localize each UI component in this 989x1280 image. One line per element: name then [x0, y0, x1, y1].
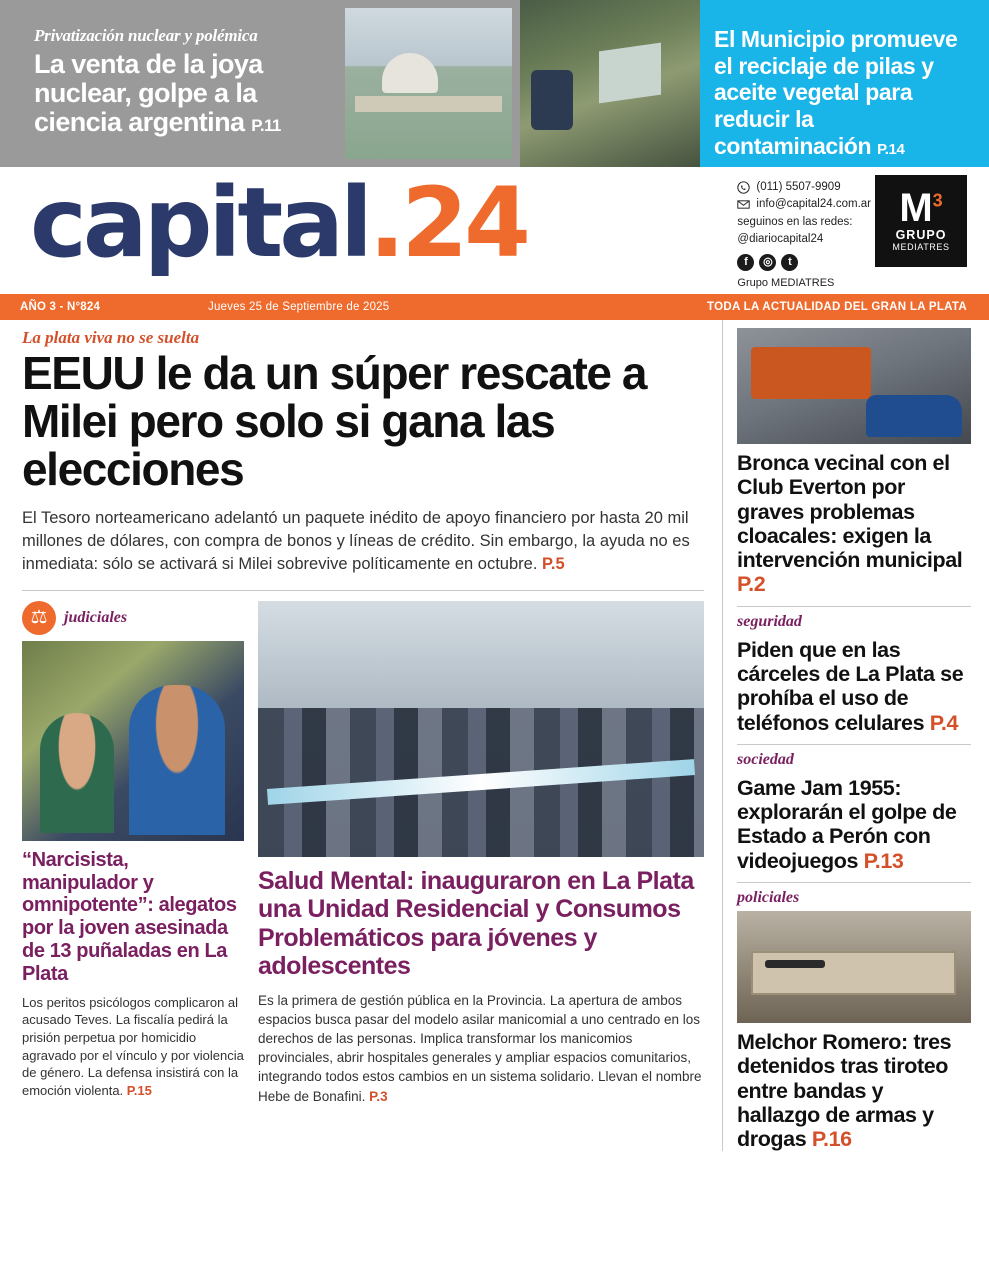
sociedad-headline-text: Game Jam 1955: explorarán el golpe de Estado a Perón con videojuegos — [737, 775, 957, 873]
right-column — [722, 320, 989, 1151]
m3-letter-row — [899, 186, 943, 230]
logo[interactable] — [30, 167, 527, 279]
judiciales-page: P.15 — [126, 1082, 152, 1098]
salud-mental-page: P.3 — [369, 1088, 388, 1104]
left-column — [0, 320, 722, 1151]
sociedad-headline — [737, 776, 971, 873]
judiciales-headline: “Narcisista, manipulador y omnipotente”: alegatos por la joven asesinada de 13 puñaladas en La Plata — [22, 848, 237, 985]
m3-letter: M — [899, 186, 933, 230]
masthead — [0, 167, 989, 294]
issue-number: AÑO 3 - N°824 — [20, 301, 101, 313]
right-story-policiales[interactable] — [737, 889, 971, 1151]
m3-mediatres-label: MEDIATRES — [892, 242, 950, 252]
tagline: TODA LA ACTUALIDAD DEL GRAN LA PLATA — [707, 301, 967, 313]
seguridad-page: P.4 — [929, 710, 959, 735]
follow-line: seguinos en las redes: — [737, 215, 853, 228]
policiales-kicker: policiales — [737, 888, 800, 906]
top-story-reciclaje-page: P.14 — [877, 140, 905, 158]
top-story-reciclaje-headline-text: El Municipio promueve el reciclaje de pilas y aceite vegetal para reducir la contaminación — [714, 26, 958, 159]
salud-mental-body-text: Es la primera de gestión pública en la Provincia. La apertura de ambos espacios busca pasar del modelo asilar manicomial a uno centrado en los derechos de las personas. Implica transformar los manicomios provinciales, abrir hospitales generales y ampliar espacios comunitarios, integrando todos estos cambios en un sistema solidario. Llevan el nombre Hebe de Bonafini. — [258, 992, 702, 1104]
phone-row — [737, 179, 871, 196]
sociedad-page: P.13 — [863, 848, 904, 873]
seguridad-kicker: seguridad — [737, 612, 802, 630]
scales-of-justice-icon: ⚖ — [22, 601, 56, 635]
salud-mental-body — [258, 991, 704, 1106]
judiciales-header — [22, 601, 244, 635]
group-name: Grupo MEDIATRES — [737, 277, 835, 289]
policiales-page: P.16 — [811, 1127, 852, 1152]
email-text: info@capital24.com.ar — [756, 198, 871, 211]
top-story-nuclear-kicker: Privatización nuclear y polémica — [34, 26, 258, 45]
mediatres-logo — [875, 175, 967, 267]
lower-left-grid — [22, 601, 704, 1106]
sociedad-kicker: sociedad — [737, 750, 794, 768]
info-bar — [0, 294, 989, 320]
issue-date: Jueves 25 de Septiembre de 2025 — [208, 301, 390, 313]
judiciales-body — [22, 994, 244, 1100]
photo-background — [258, 601, 704, 719]
phone-text: (011) 5507-9909 — [756, 181, 841, 193]
facebook-icon[interactable]: f — [737, 254, 754, 271]
right-story-seguridad[interactable] — [737, 613, 971, 735]
lead-body-text: El Tesoro norteamericano adelantó un paquete inédito de apoyo financiero por hasta 20 mil millones de dólares, con compra de bonos y líneas de crédito. Sin embargo, la ayuda no es inmediata: sólo se activará si Milei sobrevive políticamente en octubre. — [22, 509, 690, 574]
everton-headline — [737, 451, 971, 597]
judiciales-story[interactable] — [22, 601, 244, 1106]
right-story-everton[interactable] — [737, 328, 971, 597]
top-story-nuclear-text — [0, 0, 345, 167]
lead-page: P.5 — [542, 555, 565, 574]
seguridad-headline-text: Piden que en las cárceles de La Plata se prohíba el uso de teléfonos celulares — [737, 637, 964, 735]
lead-body — [22, 507, 704, 575]
divider — [22, 590, 704, 591]
policiales-headline — [737, 1030, 971, 1151]
m3-grupo-label: GRUPO — [895, 228, 947, 242]
judiciales-body-text: Los peritos psicólogos complicaron al acusado Teves. La fiscalía pedirá la prisión perpetua por homicidio agravado por el vínculo y por violencia de género. La defensa insistirá con la emoción violenta. — [22, 994, 244, 1098]
salud-mental-photo — [258, 601, 704, 857]
envelope-icon — [737, 198, 750, 211]
top-story-nuclear-page: P.11 — [251, 116, 281, 136]
divider-right-3 — [737, 882, 971, 883]
handle-text: @diariocapital24 — [737, 232, 824, 245]
top-story-nuclear-headline — [34, 50, 335, 137]
main-content — [0, 320, 989, 1151]
lead-headline[interactable]: EEUU le da un súper rescate a Milei pero solo si gana las elecciones — [22, 347, 647, 495]
top-story-nuclear[interactable] — [0, 0, 520, 167]
top-story-nuclear-photo — [345, 8, 512, 159]
judiciales-section-label: judiciales — [64, 608, 128, 626]
top-banner-strip — [0, 0, 989, 167]
seguridad-headline — [737, 638, 971, 735]
top-story-reciclaje-photo — [520, 0, 700, 167]
email-row — [737, 196, 871, 213]
salud-mental-headline: Salud Mental: inauguraron en La Plata una Unidad Residencial y Consumos Problemáticos para jóvenes y adolescentes — [258, 866, 694, 981]
logo-word: capital — [30, 167, 369, 279]
top-story-reciclaje[interactable] — [520, 0, 989, 167]
policiales-headline-text: Melchor Romero: tres detenidos tras tiroteo entre bandas y hallazgo de armas y drogas — [737, 1029, 952, 1152]
whatsapp-icon — [737, 181, 750, 194]
everton-photo — [737, 328, 971, 444]
logo-dot: . — [368, 167, 402, 279]
everton-page: P.2 — [737, 572, 766, 597]
top-story-reciclaje-headline — [700, 0, 989, 167]
judiciales-photo — [22, 641, 244, 841]
m3-superscript: 3 — [932, 190, 943, 211]
top-story-nuclear-headline-text: La venta de la joya nuclear, golpe a la ciencia argentina — [34, 49, 263, 138]
policiales-photo — [737, 911, 971, 1023]
social-icons — [737, 254, 871, 271]
divider-right-2 — [737, 744, 971, 745]
salud-mental-story[interactable] — [258, 601, 704, 1106]
instagram-icon[interactable]: ◎ — [759, 254, 776, 271]
right-story-sociedad[interactable] — [737, 751, 971, 873]
everton-headline-text: Bronca vecinal con el Club Everton por graves problemas cloacales: exigen la intervención municipal — [737, 451, 963, 573]
twitter-icon[interactable]: t — [781, 254, 798, 271]
logo-number: 24 — [401, 167, 527, 279]
divider-right-1 — [737, 606, 971, 607]
contact-block — [737, 179, 871, 292]
lead-kicker: La plata viva no se suelta — [22, 328, 200, 347]
